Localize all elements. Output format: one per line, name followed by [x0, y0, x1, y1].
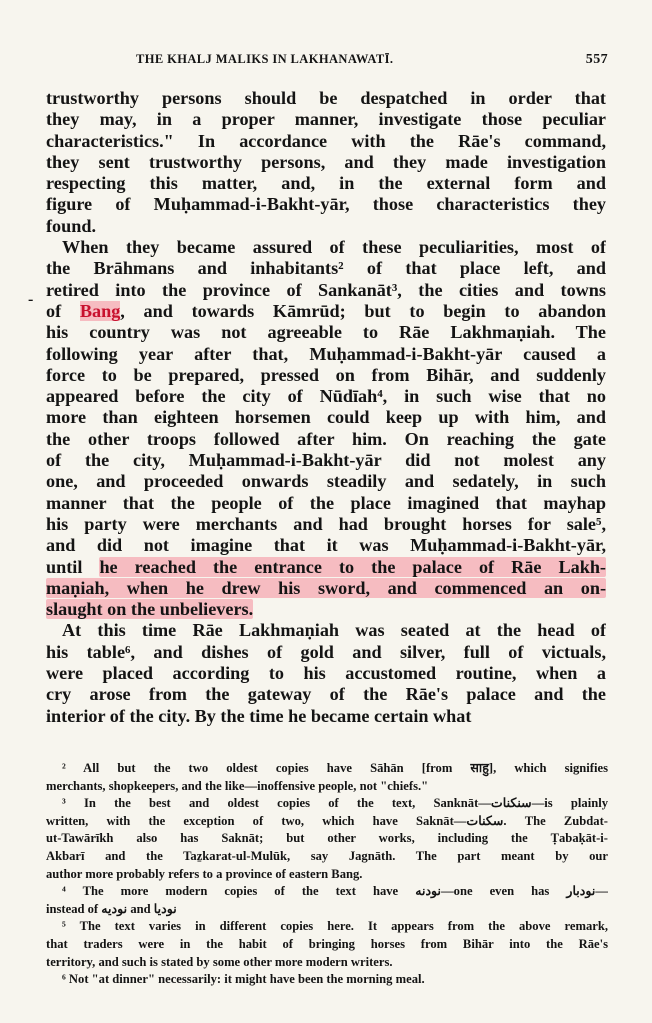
- text-line: force to be prepared, pressed on from Bihār, and suddenly: [46, 364, 606, 385]
- highlighted-text: he reached the entrance to the palace of Rāe Lakh-: [99, 556, 606, 577]
- text-line: appeared before the city of Nūdīah⁴, in such wise that no: [46, 386, 606, 407]
- text-line-highlighted: [46, 599, 606, 620]
- highlighted-bang: Bang: [79, 300, 121, 321]
- text-line-bang: [46, 301, 606, 322]
- main-text: [46, 88, 606, 727]
- footnote-line: ³ In the best and oldest copies of the text, Sanknāt—سنکنات—is plainly: [62, 796, 608, 811]
- text-line: figure of Muḥammad-i-Bakht-yār, those characteristics they: [46, 194, 606, 215]
- text-line: of the city, Muḥammad-i-Bakht-yār did not molest any: [46, 450, 606, 471]
- text-line: and did not imagine that it was Muḥammad-i-Bakht-yār,: [46, 535, 606, 556]
- footnote-line: written, with the exception of two, which have Saknāt—سکنات. The Zubdat-: [46, 813, 608, 828]
- highlighted-text: maṇiah, when he drew his sword, and commenced an on-: [46, 577, 606, 598]
- footnote-line: merchants, shopkeepers, and the like—inoffensive people, not "chiefs.": [46, 778, 429, 793]
- until-prefix: until: [46, 556, 100, 577]
- footnotes: [46, 760, 608, 989]
- page-number: 557: [585, 52, 608, 67]
- text-line: following year after that, Muḥammad-i-Bakht-yār caused a: [46, 343, 606, 364]
- footnote-line: ² All but the two oldest copies have Sāhān [from साहु], which signifies: [62, 761, 608, 775]
- text-line: At this time Rāe Lakhmaṇiah was seated at the head of: [62, 620, 606, 641]
- text-line: cry arose from the gateway of the Rāe's palace and the: [46, 684, 606, 705]
- text-line: manner that the people of the place imagined that mayhap: [46, 492, 606, 513]
- footnote-line: Akbarī and the Taẕkarat-ul-Mulūk, say Jagnāth. The part meant by our: [46, 848, 608, 863]
- highlighted-text: slaught on the unbelievers.: [46, 599, 254, 620]
- page-title: THE KHALJ MALIKS IN LAKHANAWATĪ.: [136, 52, 394, 66]
- footnote-line: ⁶ Not "at dinner" necessarily: it might have been the morning meal.: [62, 972, 425, 987]
- text-line-highlight-start: [46, 557, 606, 578]
- text-line-highlighted: [46, 578, 606, 599]
- text-line: were placed according to his accustomed routine, when a: [46, 663, 606, 684]
- text-line: found.: [46, 215, 97, 236]
- text-line: retired into the province of Sankanāt³, the cities and towns: [46, 279, 606, 300]
- text-line: more than eighteen horsemen could keep up with him, and: [46, 407, 606, 428]
- text-line: When they became assured of these peculiarities, most of: [62, 237, 606, 258]
- text-line: the other troops followed after him. On reaching the gate: [46, 428, 606, 449]
- bang-line-rest: , and towards Kāmrūd; but to begin to abandon: [120, 300, 606, 321]
- text-line: interior of the city. By the time he became certain what: [46, 705, 472, 726]
- text-line: characteristics." In accordance with the Rāe's command,: [46, 130, 606, 151]
- margin-mark: -: [28, 291, 34, 308]
- footnote-line: ut-Tawārīkh also has Saknāt; but other works, including the Ṭabaḳāt-i-: [46, 831, 608, 846]
- text-line: they sent trustworthy persons, and they made investigation: [46, 151, 606, 172]
- text-line: respecting this matter, and, in the external form and: [46, 173, 606, 194]
- text-line: they may, in a proper manner, investigate those peculiar: [46, 109, 606, 130]
- footnote-line: territory, and such is stated by some other more modern writers.: [46, 954, 393, 969]
- text-line: the Brāhmans and inhabitants² of that place left, and: [46, 258, 606, 279]
- footnote-line: that traders were in the habit of bringing horses from Bihār into the Rāe's: [46, 936, 608, 951]
- text-line: one, and proceeded onwards steadily and sedately, in such: [46, 471, 606, 492]
- footnote-line: author more probably refers to a province of eastern Bang.: [46, 866, 363, 881]
- footnote-line: ⁴ The more modern copies of the text have نودنه—one even has نودبار—: [62, 884, 608, 899]
- text-line: his country was not agreeable to Rāe Lakhmaṇiah. The: [46, 322, 606, 343]
- of-prefix: of: [46, 300, 80, 321]
- text-line: his table⁶, and dishes of gold and silver, full of victuals,: [46, 641, 606, 662]
- footnote-line: instead of نودیه and نودیا: [46, 901, 177, 916]
- text-line: trustworthy persons should be despatched in order that: [46, 88, 606, 108]
- footnote-line: ⁵ The text varies in different copies here. It appears from the above remark,: [62, 919, 608, 934]
- text-line: his party were merchants and had brought horses for sale⁵,: [46, 513, 606, 534]
